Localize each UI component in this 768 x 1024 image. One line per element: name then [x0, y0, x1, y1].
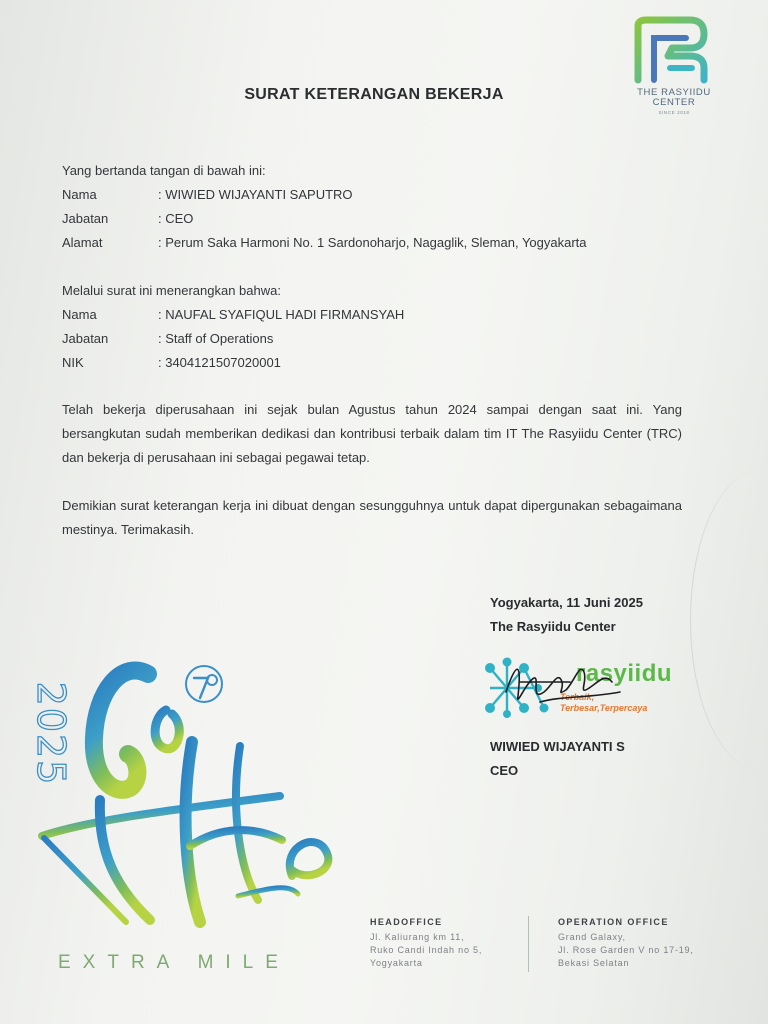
signer-name-value: : WIWIED WIJAYANTI SAPUTRO [158, 187, 353, 202]
head-office-line-3: Yogyakarta [370, 958, 423, 968]
logo-since: SINCE 2018 [658, 110, 690, 115]
go-the-artwork [30, 650, 350, 950]
signer-name-label: Nama [62, 187, 97, 202]
rc-monogram-icon [632, 16, 716, 84]
operation-office-line-1: Grand Galaxy, [558, 932, 626, 942]
stamp-tagline-1: Terbaik, [560, 692, 595, 702]
signer-address-label: Alamat [62, 235, 103, 250]
paper-shadow [690, 470, 768, 770]
intro-signer: Yang bertanda tangan di bawah ini: [62, 163, 266, 178]
operation-office-line-3: Bekasi Selatan [558, 958, 630, 968]
stamp-tagline-2: Terbesar,Terpercaya [560, 703, 648, 713]
head-office-line-2: Ruko Candi Indah no 5, [370, 945, 483, 955]
company-logo [618, 16, 730, 120]
organization-name: The Rasyiidu Center [490, 619, 616, 634]
signer-title: CEO [490, 763, 519, 778]
tm-badge-icon [186, 666, 222, 702]
employee-position-value: : Staff of Operations [158, 331, 274, 346]
handwritten-signature [500, 652, 640, 718]
operation-office-heading: OPERATION OFFICE [558, 917, 669, 927]
employee-name-value: : NAUFAL SYAFIQUL HADI FIRMANSYAH [158, 307, 405, 322]
year-text: 2025 [29, 681, 73, 787]
employee-name-label: Nama [62, 307, 97, 322]
intro-employee: Melalui surat ini menerangkan bahwa: [62, 283, 281, 298]
employee-nik-value: : 3404121507020001 [158, 355, 281, 370]
signer-name: WIWIED WIJAYANTI S [490, 739, 625, 754]
extra-mile-tagline: EXTRA MILE [58, 952, 290, 973]
employee-nik-label: NIK [62, 355, 84, 370]
body-paragraph-1: Telah bekerja diperusahaan ini sejak bulan Agustus tahun 2024 sampai dengan saat ini. Yang bersangkutan sudah memberikan dedikasi dan kontribusi terbaik dalam tim IT The Rasyiidu Center (TRC) dan bekerja di perusahaan ini sebagai pegawai tetap. [62, 402, 682, 465]
head-office-line-1: Jl. Kaliurang km 11, [370, 932, 465, 942]
stamp-wordmark: rasyiidu [576, 660, 673, 687]
logo-name-line1: THE RASYIIDU [637, 87, 711, 98]
document-title: SURAT KETERANGAN BEKERJA [244, 86, 504, 103]
signer-position-value: : CEO [158, 211, 194, 226]
employee-position-label: Jabatan [62, 331, 109, 346]
signer-position-label: Jabatan [62, 211, 109, 226]
logo-name-line2: CENTER [652, 97, 696, 108]
go-the-script-art [30, 650, 350, 950]
signer-address-value: : Perum Saka Harmoni No. 1 Sardonoharjo, Nagaglik, Sleman, Yogyakarta [158, 235, 587, 250]
operation-office-line-2: Jl. Rose Garden V no 17-19, [558, 945, 694, 955]
footer-divider [528, 916, 529, 972]
signature-stamp [480, 652, 690, 724]
body-paragraph-2: Demikian surat keterangan kerja ini dibuat dengan sesungguhnya untuk dapat dipergunakan sebagaimana mestinya. Terimakasih. [62, 498, 682, 537]
head-office-heading: HEADOFFICE [370, 917, 443, 927]
place-date: Yogyakarta, 11 Juni 2025 [490, 595, 643, 610]
